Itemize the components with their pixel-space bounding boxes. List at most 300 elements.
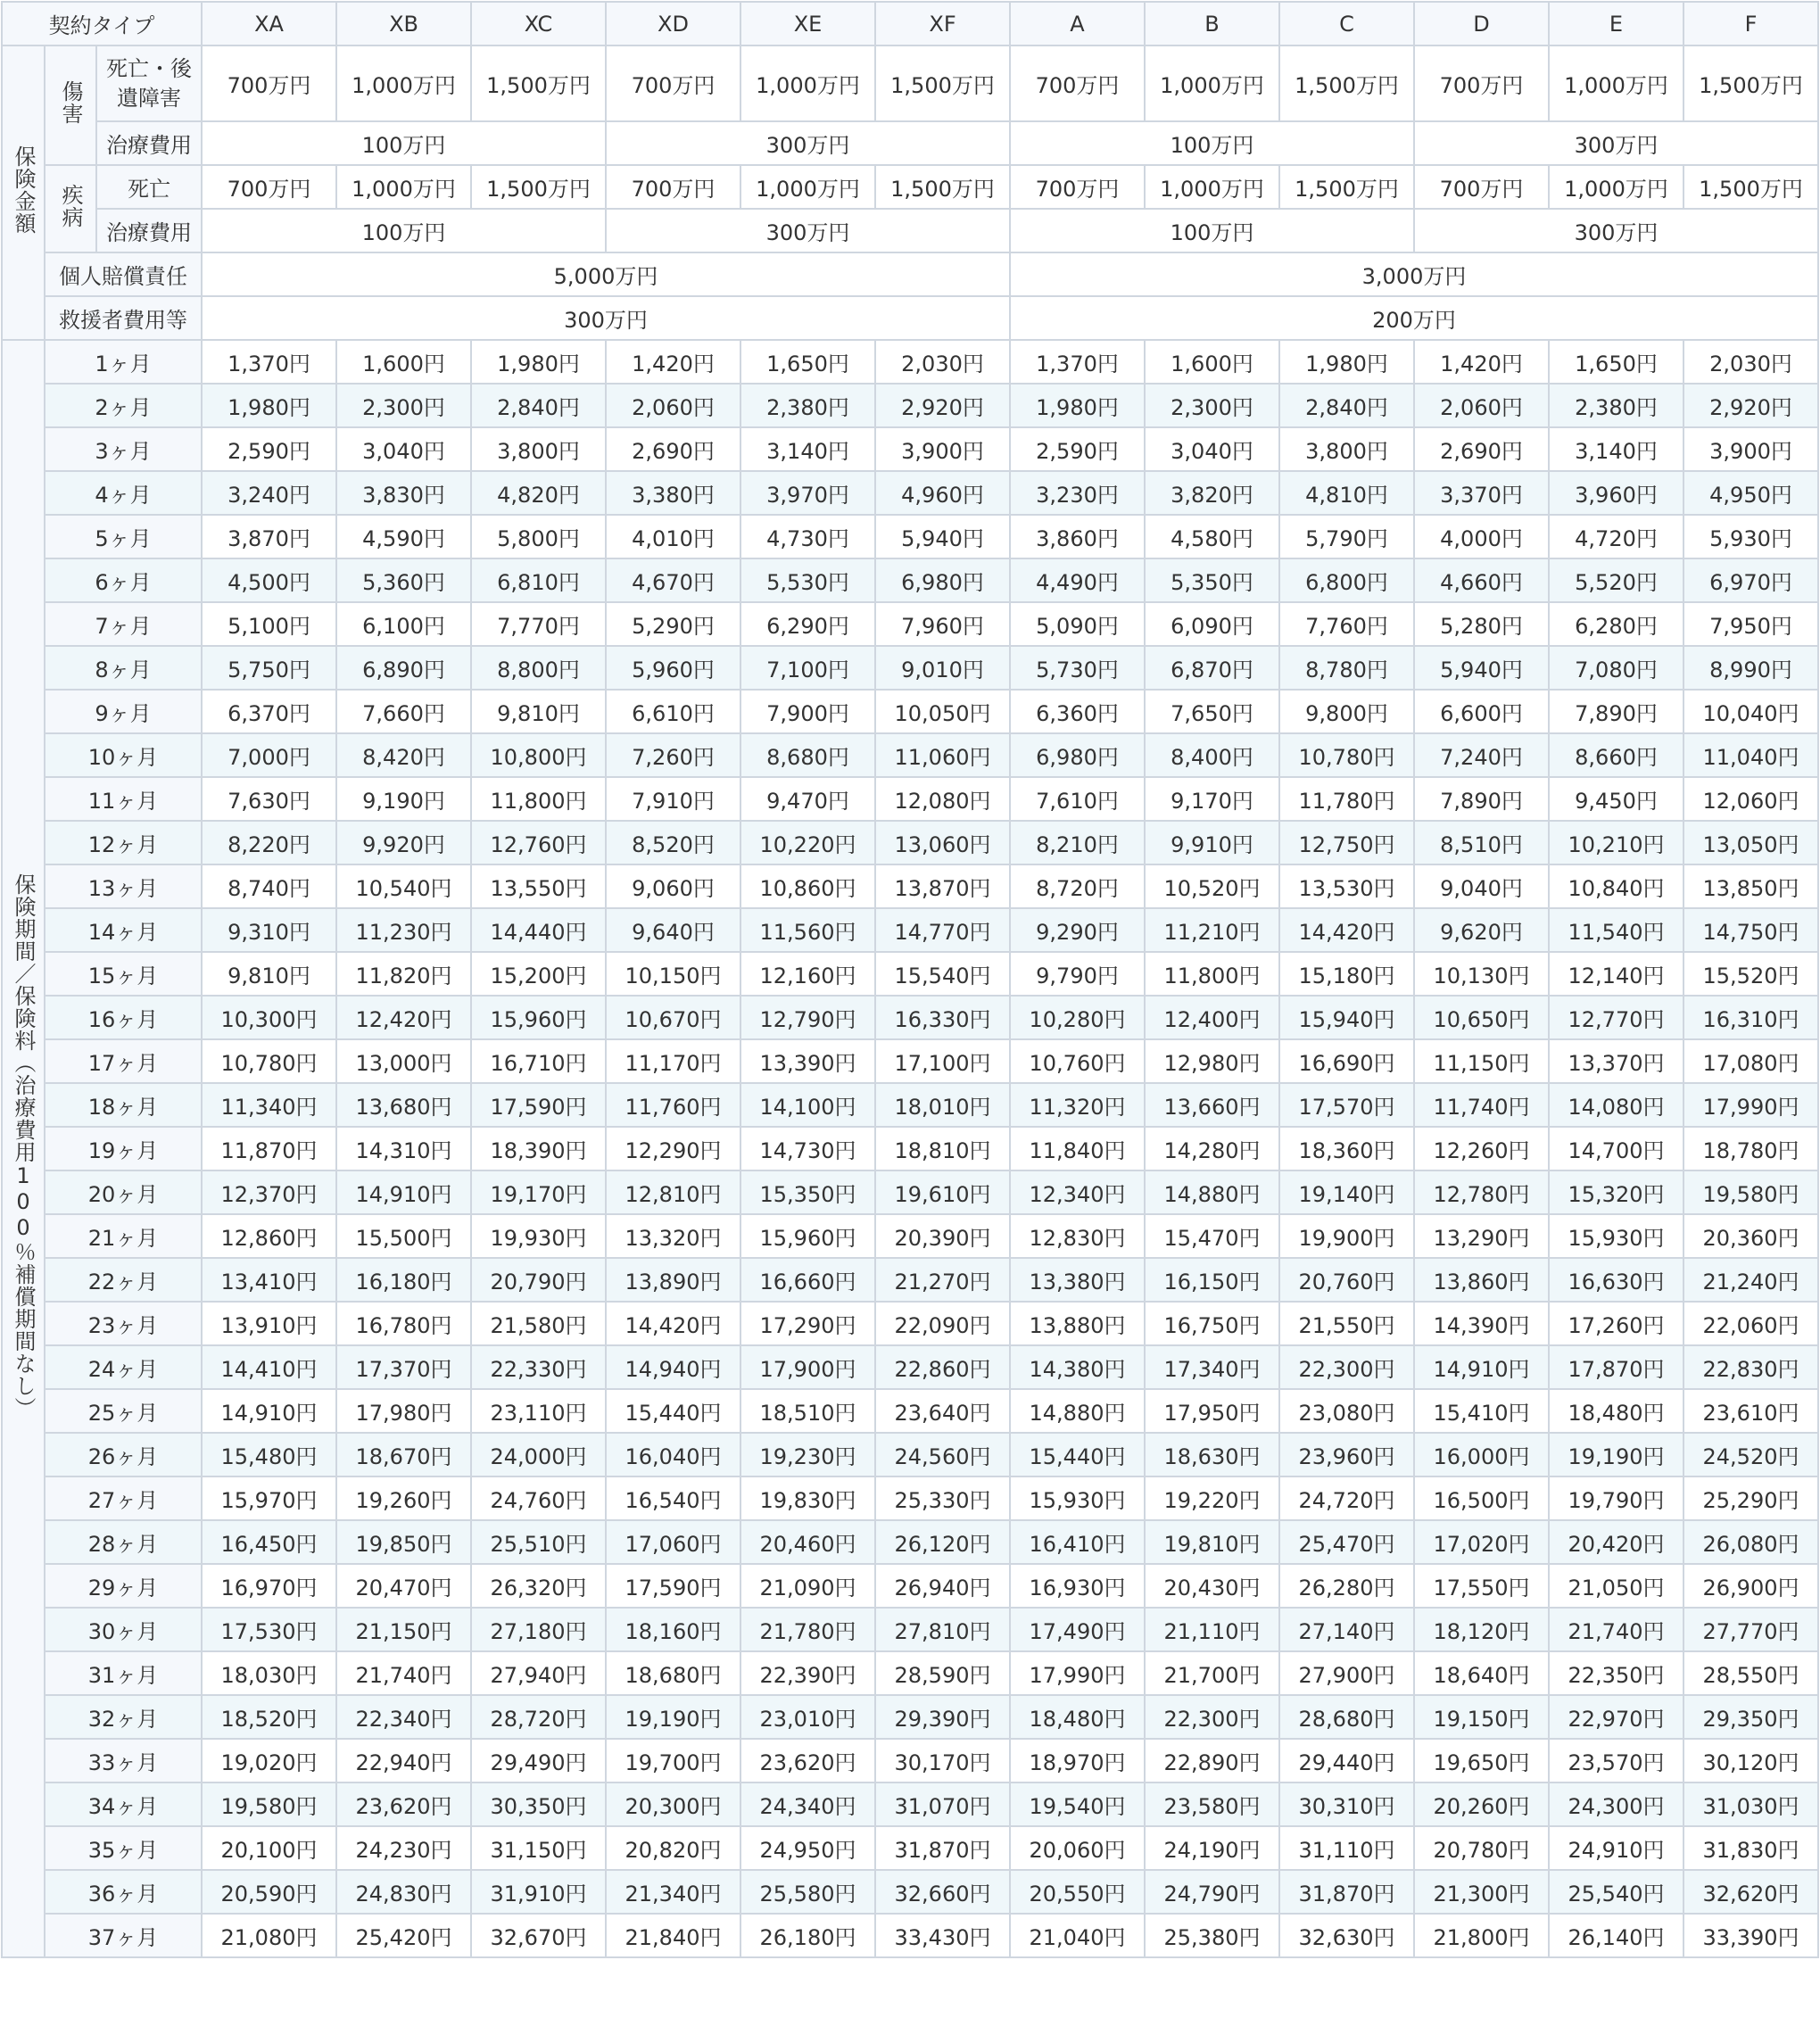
premium-value: 2,840円: [471, 384, 606, 427]
premium-value: 22,300円: [1145, 1695, 1279, 1739]
premium-value: 10,760円: [1010, 1039, 1145, 1083]
premium-value: 3,870円: [202, 515, 336, 558]
plan-header: XC: [471, 2, 606, 45]
premium-value: 11,800円: [1145, 952, 1279, 996]
plan-header: XA: [202, 2, 336, 45]
premium-value: 1,650円: [1549, 340, 1684, 384]
premium-value: 12,290円: [606, 1127, 740, 1170]
premium-value: 3,380円: [606, 471, 740, 515]
premium-value: 22,890円: [1145, 1739, 1279, 1782]
premium-value: 21,800円: [1414, 1914, 1549, 1957]
premium-value: 8,660円: [1549, 733, 1684, 777]
period-label: 9ヶ月: [45, 690, 202, 733]
premium-value: 12,260円: [1414, 1127, 1549, 1170]
premium-value: 23,620円: [740, 1739, 875, 1782]
premium-value: 31,070円: [875, 1782, 1010, 1826]
premium-value: 1,600円: [1145, 340, 1279, 384]
premium-value: 11,040円: [1684, 733, 1818, 777]
premium-value: 2,300円: [1145, 384, 1279, 427]
premium-value: 15,970円: [202, 1476, 336, 1520]
premium-value: 4,010円: [606, 515, 740, 558]
premium-value: 18,480円: [1549, 1389, 1684, 1433]
premium-value: 22,340円: [336, 1695, 471, 1739]
period-label: 20ヶ月: [45, 1170, 202, 1214]
premium-value: 19,900円: [1279, 1214, 1414, 1258]
liability-value: 5,000万円: [202, 252, 1010, 296]
premium-value: 3,230円: [1010, 471, 1145, 515]
rescue-label: 救援者費用等: [45, 296, 202, 340]
illness-treatment-value: 100万円: [1010, 209, 1414, 252]
premium-value: 23,960円: [1279, 1433, 1414, 1476]
premium-value: 29,350円: [1684, 1695, 1818, 1739]
premium-value: 19,190円: [606, 1695, 740, 1739]
premium-value: 26,900円: [1684, 1564, 1818, 1608]
premium-value: 3,860円: [1010, 515, 1145, 558]
premium-value: 12,790円: [740, 996, 875, 1039]
premium-value: 3,800円: [471, 427, 606, 471]
premium-row: [2, 384, 1818, 427]
illness-death-label: 死亡: [96, 165, 202, 209]
plan-header: XB: [336, 2, 471, 45]
premium-value: 13,370円: [1549, 1039, 1684, 1083]
premium-row: [2, 1564, 1818, 1608]
premium-value: 22,350円: [1549, 1651, 1684, 1695]
premium-value: 2,380円: [1549, 384, 1684, 427]
premium-value: 16,540円: [606, 1476, 740, 1520]
premium-row: [2, 777, 1818, 821]
period-label: 1ヶ月: [45, 340, 202, 384]
premium-value: 20,260円: [1414, 1782, 1549, 1826]
premium-value: 12,780円: [1414, 1170, 1549, 1214]
premium-value: 14,770円: [875, 908, 1010, 952]
premium-value: 4,720円: [1549, 515, 1684, 558]
premium-value: 11,150円: [1414, 1039, 1549, 1083]
premium-value: 31,150円: [471, 1826, 606, 1870]
premium-value: 9,010円: [875, 646, 1010, 690]
illness-death-value: 700万円: [1414, 165, 1549, 209]
premium-row: [2, 1782, 1818, 1826]
premium-value: 22,060円: [1684, 1302, 1818, 1345]
premium-row: [2, 864, 1818, 908]
injury-label: [45, 45, 96, 165]
premium-value: 16,750円: [1145, 1302, 1279, 1345]
premium-value: 1,650円: [740, 340, 875, 384]
premium-value: 14,080円: [1549, 1083, 1684, 1127]
injury-death-value: 1,000万円: [336, 45, 471, 121]
premium-value: 13,880円: [1010, 1302, 1145, 1345]
premium-value: 11,820円: [336, 952, 471, 996]
premium-value: 4,730円: [740, 515, 875, 558]
premium-value: 5,940円: [875, 515, 1010, 558]
premium-row: [2, 1520, 1818, 1564]
premium-value: 3,960円: [1549, 471, 1684, 515]
plan-header: A: [1010, 2, 1145, 45]
premium-value: 14,280円: [1145, 1127, 1279, 1170]
plan-header: D: [1414, 2, 1549, 45]
period-label: 26ヶ月: [45, 1433, 202, 1476]
premium-value: 24,790円: [1145, 1870, 1279, 1914]
premium-value: 18,810円: [875, 1127, 1010, 1170]
premium-value: 20,550円: [1010, 1870, 1145, 1914]
premium-value: 31,870円: [875, 1826, 1010, 1870]
premium-row: [2, 1914, 1818, 1957]
premium-value: 17,990円: [1010, 1651, 1145, 1695]
premium-value: 25,330円: [875, 1476, 1010, 1520]
premium-value: 1,370円: [202, 340, 336, 384]
premium-value: 7,240円: [1414, 733, 1549, 777]
premium-value: 5,930円: [1684, 515, 1818, 558]
premium-value: 11,320円: [1010, 1083, 1145, 1127]
contract-type-label: 契約タイプ: [2, 2, 202, 45]
premium-value: 25,540円: [1549, 1870, 1684, 1914]
period-label: 16ヶ月: [45, 996, 202, 1039]
premium-value: 16,710円: [471, 1039, 606, 1083]
premium-value: 11,060円: [875, 733, 1010, 777]
premium-row: [2, 1083, 1818, 1127]
premium-value: 6,600円: [1414, 690, 1549, 733]
premium-value: 14,420円: [1279, 908, 1414, 952]
plan-header: XD: [606, 2, 740, 45]
premium-value: 14,940円: [606, 1345, 740, 1389]
premium-value: 21,340円: [606, 1870, 740, 1914]
illness-death-value: 700万円: [1010, 165, 1145, 209]
premium-value: 12,770円: [1549, 996, 1684, 1039]
premium-value: 9,620円: [1414, 908, 1549, 952]
premium-value: 20,420円: [1549, 1520, 1684, 1564]
premium-value: 26,320円: [471, 1564, 606, 1608]
premium-value: 11,170円: [606, 1039, 740, 1083]
illness-text: 疾病: [58, 184, 83, 228]
premium-value: 2,690円: [606, 427, 740, 471]
premium-value: 18,640円: [1414, 1651, 1549, 1695]
premium-value: 17,990円: [1684, 1083, 1818, 1127]
premium-value: 7,760円: [1279, 602, 1414, 646]
premium-value: 24,520円: [1684, 1433, 1818, 1476]
premium-value: 23,620円: [336, 1782, 471, 1826]
injury-treatment-value: 100万円: [1010, 121, 1414, 165]
premium-value: 13,860円: [1414, 1258, 1549, 1302]
coverage-section: [2, 45, 1818, 340]
premium-value: 10,280円: [1010, 996, 1145, 1039]
premium-value: 10,780円: [1279, 733, 1414, 777]
premium-value: 11,740円: [1414, 1083, 1549, 1127]
liability-label: 個人賠償責任: [45, 252, 202, 296]
premium-value: 15,500円: [336, 1214, 471, 1258]
premium-value: 20,360円: [1684, 1214, 1818, 1258]
premium-value: 8,740円: [202, 864, 336, 908]
premium-value: 9,190円: [336, 777, 471, 821]
premium-value: 18,510円: [740, 1389, 875, 1433]
premium-value: 13,000円: [336, 1039, 471, 1083]
premium-value: 24,950円: [740, 1826, 875, 1870]
injury-death-value: 1,000万円: [1549, 45, 1684, 121]
period-label: 36ヶ月: [45, 1870, 202, 1914]
period-label: 8ヶ月: [45, 646, 202, 690]
premium-value: 3,900円: [1684, 427, 1818, 471]
premium-value: 6,970円: [1684, 558, 1818, 602]
premium-value: 26,140円: [1549, 1914, 1684, 1957]
premium-value: 16,780円: [336, 1302, 471, 1345]
injury-treatment-value: 300万円: [606, 121, 1010, 165]
premium-value: 3,970円: [740, 471, 875, 515]
premium-value: 2,300円: [336, 384, 471, 427]
premium-value: 25,380円: [1145, 1914, 1279, 1957]
injury-death-value: 1,500万円: [1279, 45, 1414, 121]
period-label: 7ヶ月: [45, 602, 202, 646]
premium-value: 26,940円: [875, 1564, 1010, 1608]
premium-value: 7,080円: [1549, 646, 1684, 690]
premium-value: 16,930円: [1010, 1564, 1145, 1608]
premium-value: 9,810円: [471, 690, 606, 733]
period-label: 2ヶ月: [45, 384, 202, 427]
coverage-group-label: [2, 45, 45, 340]
premium-value: 9,640円: [606, 908, 740, 952]
premium-value: 17,550円: [1414, 1564, 1549, 1608]
premium-value: 10,670円: [606, 996, 740, 1039]
premium-value: 4,950円: [1684, 471, 1818, 515]
premium-value: 2,030円: [1684, 340, 1818, 384]
premium-value: 18,030円: [202, 1651, 336, 1695]
illness-death-value: 1,000万円: [740, 165, 875, 209]
plan-header: E: [1549, 2, 1684, 45]
premium-value: 27,770円: [1684, 1608, 1818, 1651]
premium-value: 21,110円: [1145, 1608, 1279, 1651]
premium-value: 16,660円: [740, 1258, 875, 1302]
premium-value: 17,080円: [1684, 1039, 1818, 1083]
premium-value: 14,390円: [1414, 1302, 1549, 1345]
premium-value: 3,040円: [1145, 427, 1279, 471]
period-label: 24ヶ月: [45, 1345, 202, 1389]
rescue-row: [2, 296, 1818, 340]
premium-value: 14,310円: [336, 1127, 471, 1170]
period-label: 5ヶ月: [45, 515, 202, 558]
premium-value: 9,800円: [1279, 690, 1414, 733]
premium-section: [2, 340, 1818, 1957]
injury-treatment-row: [2, 121, 1818, 165]
premium-value: 7,900円: [740, 690, 875, 733]
premium-value: 22,830円: [1684, 1345, 1818, 1389]
premium-value: 27,810円: [875, 1608, 1010, 1651]
plan-header: C: [1279, 2, 1414, 45]
premium-value: 21,740円: [336, 1651, 471, 1695]
premium-value: 19,850円: [336, 1520, 471, 1564]
premium-row: [2, 1433, 1818, 1476]
premium-value: 16,970円: [202, 1564, 336, 1608]
premium-value: 31,830円: [1684, 1826, 1818, 1870]
plan-header: XF: [875, 2, 1010, 45]
premium-value: 31,870円: [1279, 1870, 1414, 1914]
premium-value: 20,100円: [202, 1826, 336, 1870]
premium-value: 12,860円: [202, 1214, 336, 1258]
premium-value: 24,300円: [1549, 1782, 1684, 1826]
premium-value: 4,670円: [606, 558, 740, 602]
premium-value: 21,780円: [740, 1608, 875, 1651]
premium-value: 14,910円: [1414, 1345, 1549, 1389]
premium-value: 6,100円: [336, 602, 471, 646]
illness-death-row: [2, 165, 1818, 209]
premium-row: [2, 1039, 1818, 1083]
premium-value: 19,700円: [606, 1739, 740, 1782]
premium-value: 9,170円: [1145, 777, 1279, 821]
premium-value: 26,280円: [1279, 1564, 1414, 1608]
premium-value: 17,900円: [740, 1345, 875, 1389]
premium-value: 7,660円: [336, 690, 471, 733]
premium-value: 6,800円: [1279, 558, 1414, 602]
premium-value: 17,260円: [1549, 1302, 1684, 1345]
period-label: 13ヶ月: [45, 864, 202, 908]
premium-value: 1,980円: [1010, 384, 1145, 427]
premium-value: 16,040円: [606, 1433, 740, 1476]
premium-value: 3,800円: [1279, 427, 1414, 471]
premium-value: 28,550円: [1684, 1651, 1818, 1695]
premium-value: 7,650円: [1145, 690, 1279, 733]
illness-treatment-value: 300万円: [606, 209, 1010, 252]
premium-value: 13,680円: [336, 1083, 471, 1127]
period-label: 25ヶ月: [45, 1389, 202, 1433]
premium-value: 24,230円: [336, 1826, 471, 1870]
premium-value: 19,830円: [740, 1476, 875, 1520]
period-label: 37ヶ月: [45, 1914, 202, 1957]
premium-value: 15,480円: [202, 1433, 336, 1476]
premium-value: 22,970円: [1549, 1695, 1684, 1739]
premium-value: 31,030円: [1684, 1782, 1818, 1826]
premium-value: 18,970円: [1010, 1739, 1145, 1782]
period-label: 33ヶ月: [45, 1739, 202, 1782]
premium-value: 10,300円: [202, 996, 336, 1039]
premium-value: 2,590円: [1010, 427, 1145, 471]
premium-value: 7,960円: [875, 602, 1010, 646]
premium-value: 27,900円: [1279, 1651, 1414, 1695]
premium-value: 12,830円: [1010, 1214, 1145, 1258]
premium-value: 15,440円: [1010, 1433, 1145, 1476]
premium-value: 12,340円: [1010, 1170, 1145, 1214]
premium-value: 5,730円: [1010, 646, 1145, 690]
premium-value: 19,580円: [1684, 1170, 1818, 1214]
premium-value: 14,880円: [1010, 1389, 1145, 1433]
injury-death-value: 1,500万円: [1684, 45, 1818, 121]
illness-death-value: 1,500万円: [1279, 165, 1414, 209]
premium-row: [2, 1695, 1818, 1739]
premium-value: 8,680円: [740, 733, 875, 777]
premium-value: 18,480円: [1010, 1695, 1145, 1739]
premium-value: 29,490円: [471, 1739, 606, 1782]
premium-value: 13,410円: [202, 1258, 336, 1302]
premium-value: 7,890円: [1549, 690, 1684, 733]
premium-value: 9,040円: [1414, 864, 1549, 908]
premium-value: 18,520円: [202, 1695, 336, 1739]
premium-value: 13,290円: [1414, 1214, 1549, 1258]
premium-value: 21,700円: [1145, 1651, 1279, 1695]
premium-value: 21,270円: [875, 1258, 1010, 1302]
premium-row: [2, 558, 1818, 602]
injury-treatment-value: 300万円: [1414, 121, 1818, 165]
premium-value: 16,310円: [1684, 996, 1818, 1039]
premium-value: 19,610円: [875, 1170, 1010, 1214]
premium-value: 1,980円: [1279, 340, 1414, 384]
premium-value: 5,280円: [1414, 602, 1549, 646]
premium-value: 5,750円: [202, 646, 336, 690]
premium-value: 12,370円: [202, 1170, 336, 1214]
premium-value: 17,590円: [471, 1083, 606, 1127]
injury-text: 傷害: [58, 80, 83, 125]
premium-value: 11,800円: [471, 777, 606, 821]
illness-death-value: 1,000万円: [336, 165, 471, 209]
premium-value: 6,280円: [1549, 602, 1684, 646]
premium-value: 13,320円: [606, 1214, 740, 1258]
premium-value: 3,140円: [740, 427, 875, 471]
premium-row: [2, 1127, 1818, 1170]
premium-value: 18,630円: [1145, 1433, 1279, 1476]
premium-value: 12,160円: [740, 952, 875, 996]
premium-value: 1,420円: [1414, 340, 1549, 384]
premium-value: 15,200円: [471, 952, 606, 996]
plan-header-row: [2, 2, 1818, 45]
premium-value: 4,810円: [1279, 471, 1414, 515]
premium-row: [2, 1345, 1818, 1389]
premium-value: 17,590円: [606, 1564, 740, 1608]
premium-value: 10,520円: [1145, 864, 1279, 908]
premium-value: 10,220円: [740, 821, 875, 864]
period-label: 35ヶ月: [45, 1826, 202, 1870]
illness-death-value: 700万円: [606, 165, 740, 209]
premium-value: 15,350円: [740, 1170, 875, 1214]
premium-value: 3,830円: [336, 471, 471, 515]
premium-row: [2, 1739, 1818, 1782]
premium-value: 9,060円: [606, 864, 740, 908]
premium-row: [2, 515, 1818, 558]
premium-value: 26,120円: [875, 1520, 1010, 1564]
premium-value: 24,340円: [740, 1782, 875, 1826]
premium-value: 23,110円: [471, 1389, 606, 1433]
period-label: 15ヶ月: [45, 952, 202, 996]
premium-value: 17,980円: [336, 1389, 471, 1433]
premium-value: 24,720円: [1279, 1476, 1414, 1520]
premium-value: 22,860円: [875, 1345, 1010, 1389]
premium-value: 10,800円: [471, 733, 606, 777]
premium-value: 14,750円: [1684, 908, 1818, 952]
premium-value: 2,920円: [1684, 384, 1818, 427]
premium-value: 17,060円: [606, 1520, 740, 1564]
premium-value: 31,910円: [471, 1870, 606, 1914]
premium-value: 2,060円: [1414, 384, 1549, 427]
period-label: 10ヶ月: [45, 733, 202, 777]
premium-value: 21,150円: [336, 1608, 471, 1651]
premium-value: 10,860円: [740, 864, 875, 908]
premium-value: 4,490円: [1010, 558, 1145, 602]
premium-value: 15,180円: [1279, 952, 1414, 996]
premium-row: [2, 1170, 1818, 1214]
death-disability-label: [96, 45, 202, 121]
premium-value: 29,390円: [875, 1695, 1010, 1739]
premium-value: 11,340円: [202, 1083, 336, 1127]
premium-value: 24,760円: [471, 1476, 606, 1520]
injury-death-value: 1,000万円: [740, 45, 875, 121]
premium-value: 15,960円: [740, 1214, 875, 1258]
premium-value: 1,600円: [336, 340, 471, 384]
premium-row: [2, 908, 1818, 952]
premium-value: 24,000円: [471, 1433, 606, 1476]
premium-value: 17,370円: [336, 1345, 471, 1389]
period-label: 14ヶ月: [45, 908, 202, 952]
premium-value: 13,380円: [1010, 1258, 1145, 1302]
premium-value: 20,300円: [606, 1782, 740, 1826]
premium-value: 7,890円: [1414, 777, 1549, 821]
premium-value: 30,170円: [875, 1739, 1010, 1782]
premium-value: 11,840円: [1010, 1127, 1145, 1170]
death-disability-text: 死亡・後遺障害: [106, 56, 192, 111]
illness-treatment-value: 100万円: [202, 209, 606, 252]
premium-value: 24,830円: [336, 1870, 471, 1914]
